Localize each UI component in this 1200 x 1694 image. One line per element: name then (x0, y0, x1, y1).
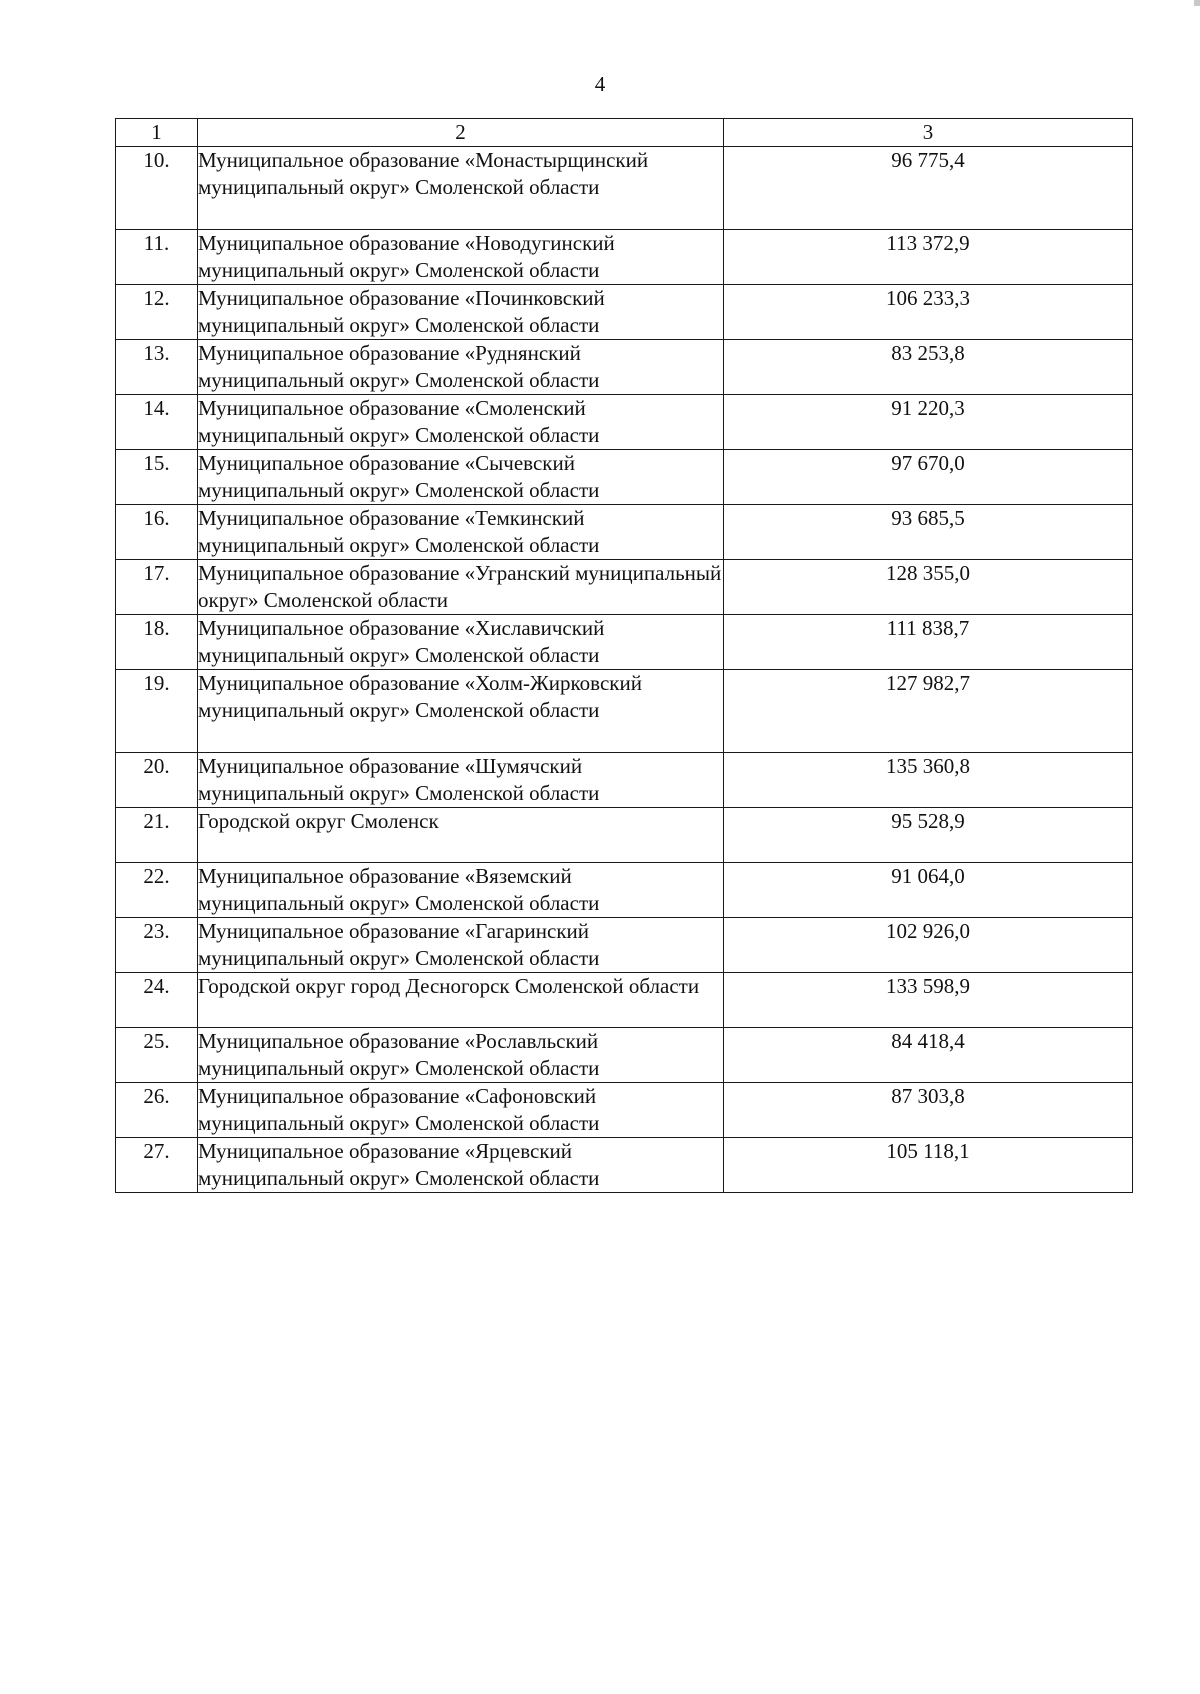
table-row (116, 505, 1133, 560)
municipality-name: Муниципальное образование «Руднянский муниципальный округ» Смоленской области (198, 340, 724, 395)
table-row (116, 1083, 1133, 1138)
municipality-name: Муниципальное образование «Шумячский муниципальный округ» Смоленской области (198, 753, 724, 808)
municipality-name: Муниципальное образование «Сычевский муниципальный округ» Смоленской области (198, 450, 724, 505)
allocation-table (115, 118, 1133, 1193)
row-number: 13. (116, 340, 198, 395)
amount-value: 133 598,9 (724, 973, 1133, 1028)
amount-value: 93 685,5 (724, 505, 1133, 560)
table-row (116, 450, 1133, 505)
amount-value: 95 528,9 (724, 808, 1133, 863)
row-number: 17. (116, 560, 198, 615)
table-row (116, 863, 1133, 918)
table-row (116, 918, 1133, 973)
row-number: 23. (116, 918, 198, 973)
row-number: 14. (116, 395, 198, 450)
row-number: 25. (116, 1028, 198, 1083)
municipality-name: Муниципальное образование «Угранский муниципальный округ» Смоленской области (198, 560, 724, 615)
municipality-name: Муниципальное образование «Починковский муниципальный округ» Смоленской области (198, 285, 724, 340)
municipality-name: Городской округ город Десногорск Смоленской области (198, 973, 724, 1028)
amount-value: 83 253,8 (724, 340, 1133, 395)
municipality-name: Муниципальное образование «Вяземский муниципальный округ» Смоленской области (198, 863, 724, 918)
amount-value: 102 926,0 (724, 918, 1133, 973)
row-number: 11. (116, 230, 198, 285)
municipality-name: Муниципальное образование «Ярцевский муниципальный округ» Смоленской области (198, 1138, 724, 1193)
column-header-3: 3 (724, 119, 1133, 147)
table-row (116, 615, 1133, 670)
municipality-name: Муниципальное образование «Рославльский муниципальный округ» Смоленской области (198, 1028, 724, 1083)
municipality-name: Муниципальное образование «Хиславичский муниципальный округ» Смоленской области (198, 615, 724, 670)
page-number: 4 (594, 72, 606, 96)
amount-value: 113 372,9 (724, 230, 1133, 285)
table-header-row (116, 119, 1133, 147)
table-row (116, 973, 1133, 1028)
column-header-2: 2 (198, 119, 724, 147)
municipality-name: Муниципальное образование «Гагаринский муниципальный округ» Смоленской области (198, 918, 724, 973)
amount-value: 91 064,0 (724, 863, 1133, 918)
amount-value: 128 355,0 (724, 560, 1133, 615)
amount-value: 105 118,1 (724, 1138, 1133, 1193)
table-row (116, 285, 1133, 340)
row-number: 15. (116, 450, 198, 505)
amount-value: 127 982,7 (724, 670, 1133, 753)
table-row (116, 1138, 1133, 1193)
row-number: 10. (116, 147, 198, 230)
table-row (116, 1028, 1133, 1083)
table-row (116, 808, 1133, 863)
column-header-1: 1 (116, 119, 198, 147)
amount-value: 97 670,0 (724, 450, 1133, 505)
amount-value: 135 360,8 (724, 753, 1133, 808)
row-number: 20. (116, 753, 198, 808)
municipality-name: Муниципальное образование «Сафоновский муниципальный округ» Смоленской области (198, 1083, 724, 1138)
row-number: 24. (116, 973, 198, 1028)
amount-value: 106 233,3 (724, 285, 1133, 340)
table-row (116, 230, 1133, 285)
table-row (116, 560, 1133, 615)
municipality-name: Муниципальное образование «Холм-Жирковский муниципальный округ» Смоленской области (198, 670, 724, 753)
municipality-name: Городской округ Смоленск (198, 808, 724, 863)
amount-value: 111 838,7 (724, 615, 1133, 670)
amount-value: 96 775,4 (724, 147, 1133, 230)
row-number: 19. (116, 670, 198, 753)
row-number: 26. (116, 1083, 198, 1138)
municipality-name: Муниципальное образование «Монастырщинский муниципальный округ» Смоленской области (198, 147, 724, 230)
table-row (116, 147, 1133, 230)
amount-value: 87 303,8 (724, 1083, 1133, 1138)
row-number: 22. (116, 863, 198, 918)
table-row (116, 753, 1133, 808)
row-number: 18. (116, 615, 198, 670)
row-number: 27. (116, 1138, 198, 1193)
row-number: 21. (116, 808, 198, 863)
scan-corner-mark (1194, 0, 1200, 6)
table-row (116, 395, 1133, 450)
table-row (116, 340, 1133, 395)
municipality-name: Муниципальное образование «Темкинский муниципальный округ» Смоленской области (198, 505, 724, 560)
row-number: 12. (116, 285, 198, 340)
amount-value: 84 418,4 (724, 1028, 1133, 1083)
municipality-name: Муниципальное образование «Смоленский муниципальный округ» Смоленской области (198, 395, 724, 450)
amount-value: 91 220,3 (724, 395, 1133, 450)
municipality-name: Муниципальное образование «Новодугинский муниципальный округ» Смоленской области (198, 230, 724, 285)
row-number: 16. (116, 505, 198, 560)
table-row (116, 670, 1133, 753)
